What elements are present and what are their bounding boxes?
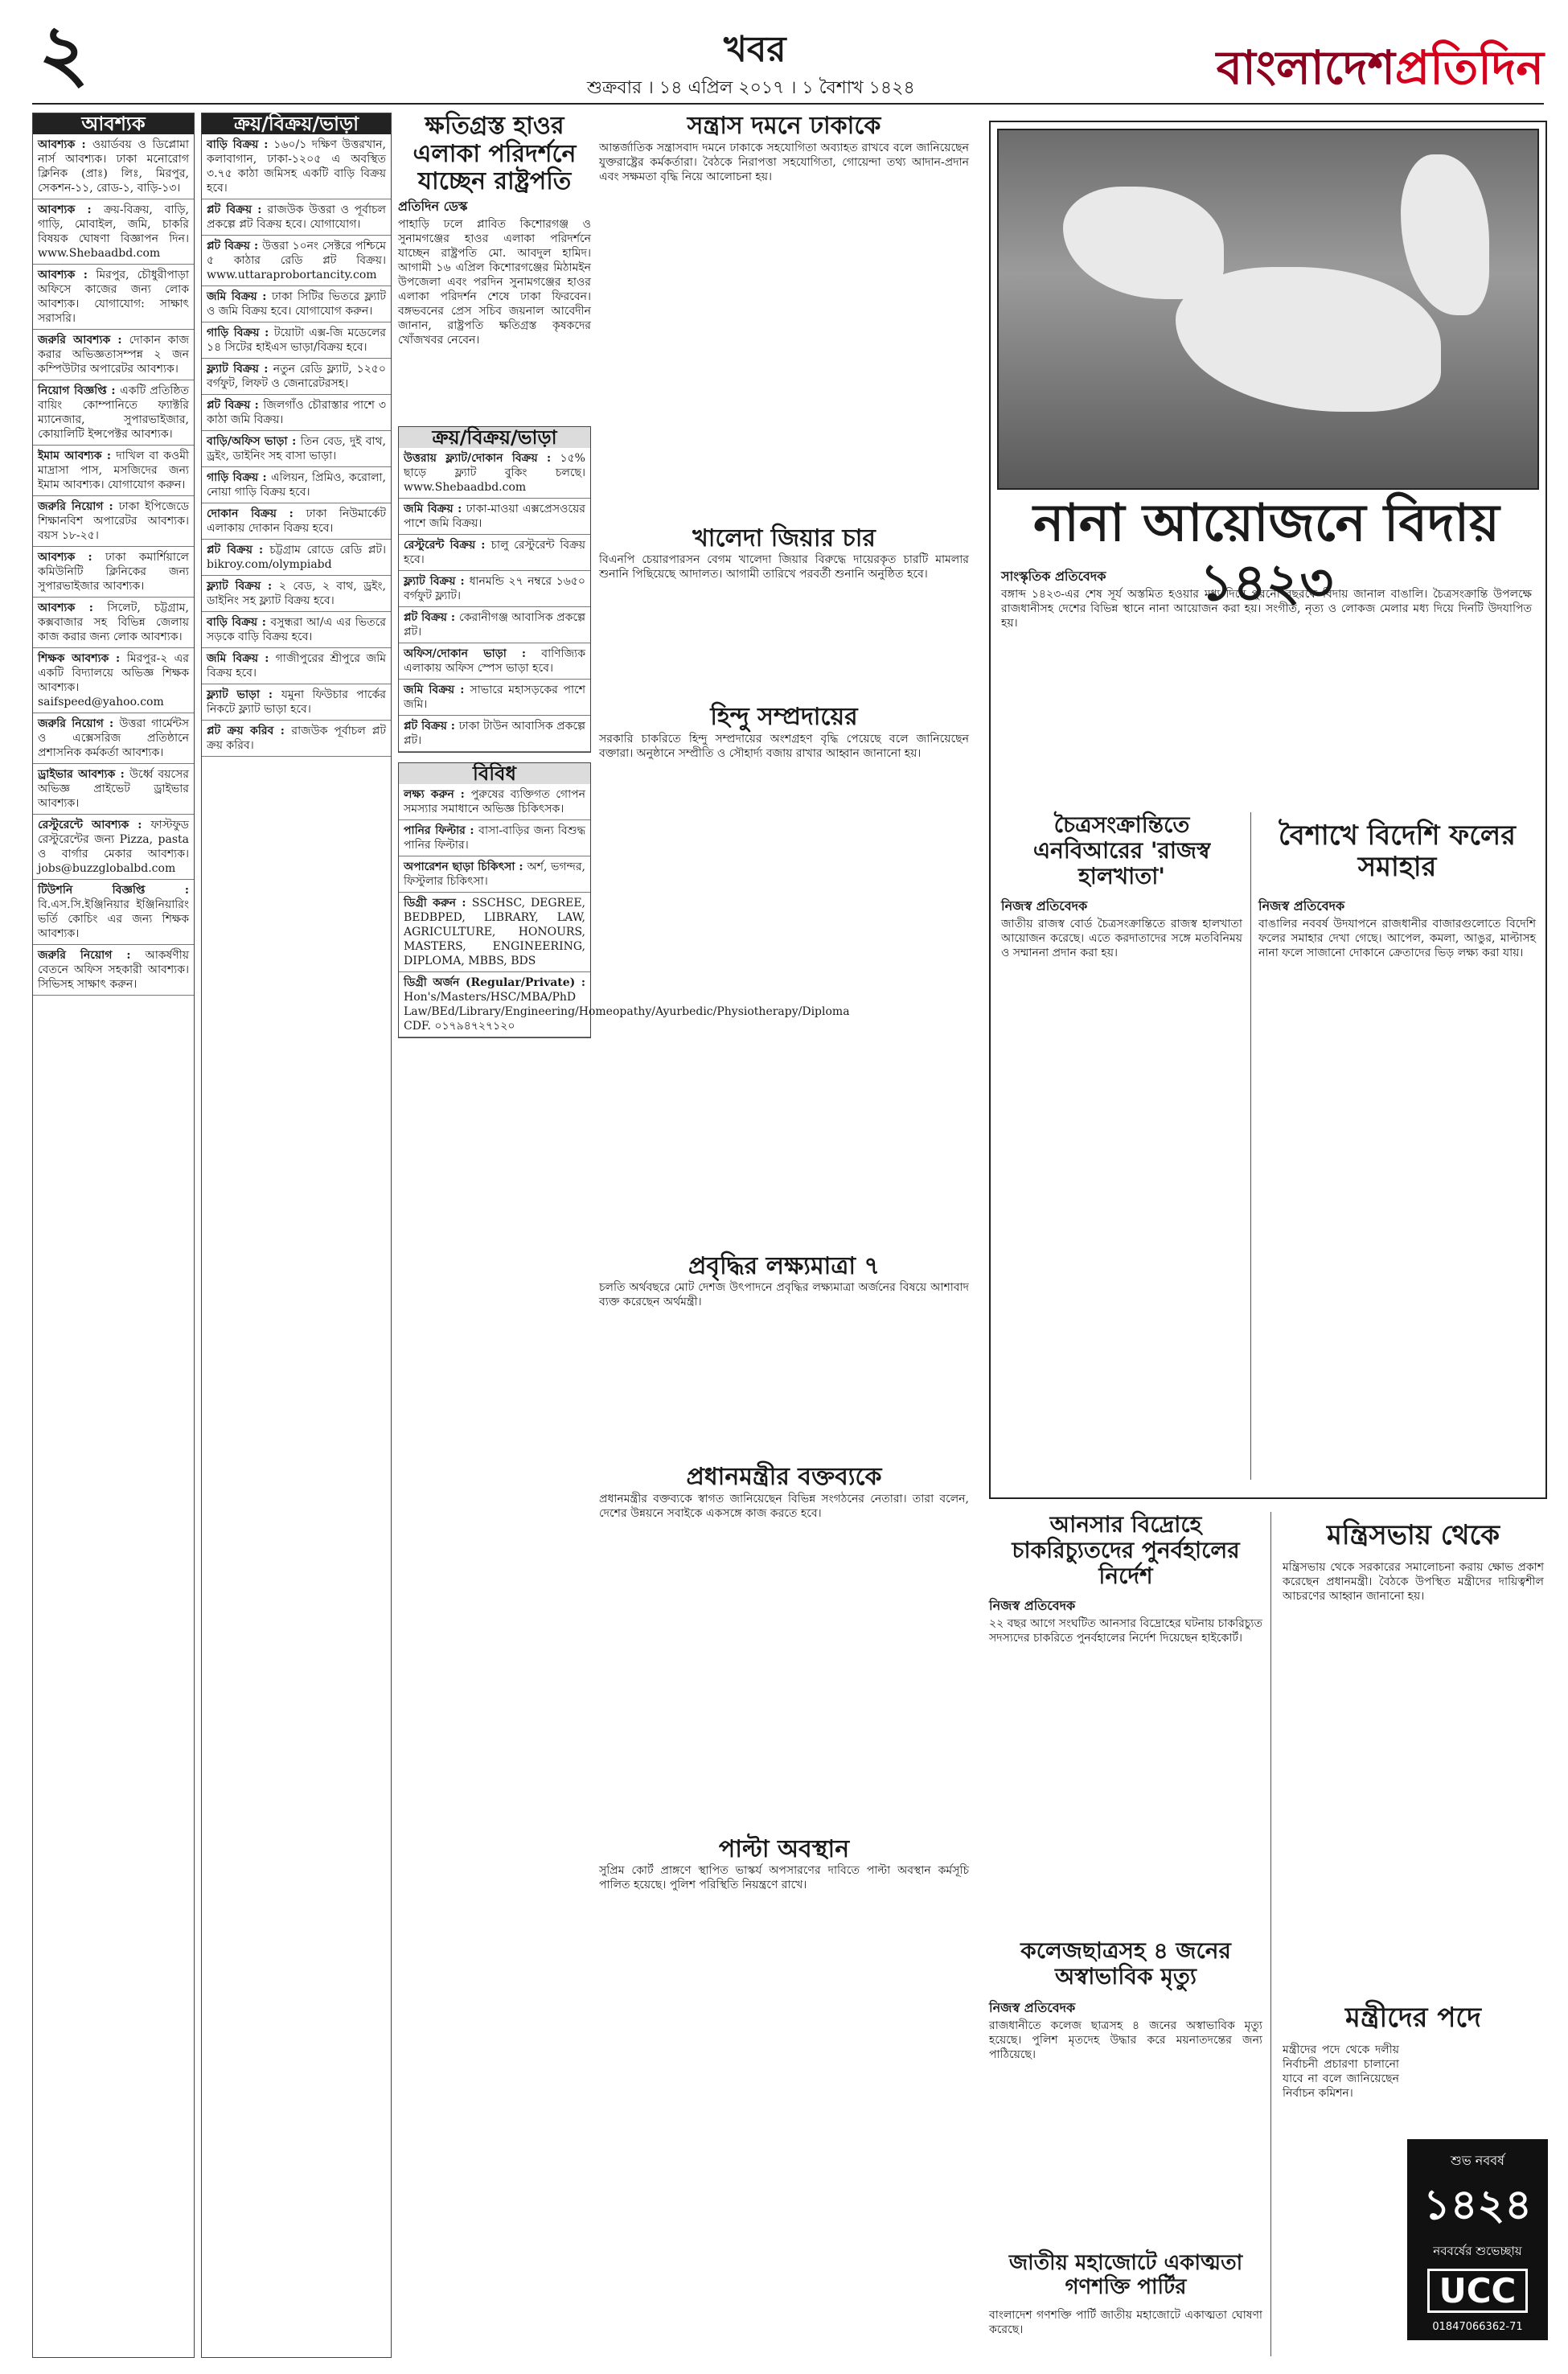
classified-ad xyxy=(399,856,590,893)
ad-text: ওয়ার্ডবয় ও ডিপ্লোমা নার্স আবশ্যক। ঢাকা মনোরোগ ক্লিনিক (প্রাঃ) লিঃ, মিরপুর, সেকশন-১১, রোড-১, বাড়ি-১৩। xyxy=(38,138,189,195)
classified-ad xyxy=(399,607,590,643)
classified-ad xyxy=(399,571,590,607)
divider xyxy=(1270,1512,1271,2356)
ad-text: ১৫% ছাড়ে ফ্ল্যাট বুকিং চলছে। www.Shebaadbd.com xyxy=(404,451,585,494)
misc-box xyxy=(398,762,850,1038)
classified-ad xyxy=(33,446,194,496)
ad-text: রাজউক উত্তরা ও পূর্বাচল প্রকল্পে প্লট বিক্রয় হবে। যোগাযোগ। xyxy=(207,203,386,231)
ad-text: বি.এস.সি.ইঞ্জিনিয়ার ইঞ্জিনিয়ারিং ভর্তি কোচিং এর জন্য শিক্ষক আবশ্যক। xyxy=(38,898,189,940)
header-rule xyxy=(32,103,1544,105)
ad-text: চট্টগ্রাম রোডে রেডি প্লট। bikroy.com/olympiabd xyxy=(207,544,386,571)
ad-text: দোকান কাজ করার অভিজ্ঞতাসম্পন্ন ২ জন কম্পিউটার অপারেটর আবশ্যক। xyxy=(38,334,189,376)
ad-text: ঢাকা টাউন আবাসিক প্রকল্পে প্লট। xyxy=(404,719,585,747)
article-byline: নিজস্ব প্রতিবেদক xyxy=(989,1598,1076,1613)
classified-ad xyxy=(33,815,194,880)
feature-headline: নানা আয়োজনে বিদায় ১৪২৩ xyxy=(1033,494,1500,613)
classified-ad xyxy=(399,643,590,680)
ad-lead: শিক্ষক আবশ্যক : xyxy=(38,652,127,665)
classified-ad xyxy=(33,945,194,996)
classified-ad xyxy=(202,236,391,286)
ad-lead: প্লট বিক্রয় : xyxy=(207,203,268,216)
ad-lead: প্লট বিক্রয় : xyxy=(207,240,263,253)
classified-list xyxy=(202,134,391,757)
article-body: সরকারি চাকরিতে হিন্দু সম্প্রদায়ের অংশগ্রহণ বৃদ্ধি পেয়েছে বলে জানিয়েছেন বক্তারা। অনুষ্ঠানে সম্প্রীতি ও সৌহার্দ্য বজায় রাখার আহ্বান জানানো হয়। xyxy=(599,732,969,760)
classified-ad xyxy=(202,286,391,322)
ad-lead: ফ্ল্যাট বিক্রয় : xyxy=(207,363,273,376)
ad-phone: 01847066362-71 xyxy=(1432,2321,1523,2333)
statue-shape xyxy=(1401,154,1489,315)
classified-ad xyxy=(399,535,590,571)
classified-ad xyxy=(202,648,391,684)
article-body: পাহাড়ি ঢলে প্লাবিত কিশোরগঞ্জ ও সুনামগঞ্জের হাওর এলাকা পরিদর্শনে যাচ্ছেন রাষ্ট্রপতি মো. আবদুল হামিদ। আগামী ১৬ এপ্রিল কিশোরগঞ্জের মিঠামইন উপজেলা এবং পরদিন সুনামগঞ্জের হাওর এলাকা পরিদর্শন শেষে ঢাকা ফিরবেন। বঙ্গভবনের প্রেস সচিব জয়নাল আবেদীন জানান, রাষ্ট্রপতি ক্ষতিগ্রস্ত কৃষকদের খোঁজখবর নেবেন। xyxy=(398,217,591,347)
article-byline: নিজস্ব প্রতিবেদক xyxy=(1258,898,1345,914)
ad-text: বসুন্ধরা আ/এ এর ভিতরে সড়কে বাড়ি বিক্রয় হবে। xyxy=(207,616,386,643)
ad-text: সিলেট, চট্টগ্রাম, কক্সবাজার সহ বিভিন্ন জেলায় কাজ করার জন্য লোক আবশ্যক। xyxy=(38,602,189,643)
ad-lead: আবশ্যক : xyxy=(38,551,105,564)
buy-sell-box xyxy=(398,426,591,753)
sub-body: জাতীয় রাজস্ব বোর্ড চৈত্রসংক্রান্তিতে রাজস্ব হালখাতা আয়োজন করেছে। এতে করদাতাদের সঙ্গে মতবিনিময় ও সম্মাননা প্রদান করা হয়। xyxy=(1001,918,1242,959)
classified-ad xyxy=(202,612,391,648)
ad-lead: বাড়ি বিক্রয় : xyxy=(207,138,274,151)
classified-ad xyxy=(399,893,590,972)
ad-text: Hon's/Masters/HSC/MBA/PhD Law/BEd/Library/Engineering/Homeopathy/Ayurbedic/Physiotherapy/Diploma CDF. ০১৭৯৪৭২৭১২০ xyxy=(404,990,850,1033)
classified-ad xyxy=(399,972,850,1037)
ad-text: কেরানীগঞ্জ আবাসিক প্রকল্পে প্লট। xyxy=(404,610,585,639)
ad-text: ঢাকা-মাওয়া এক্সপ্রেসওয়ের পাশে জমি বিক্রয়। xyxy=(404,502,585,530)
ad-lead: জমি বিক্রয় : xyxy=(207,290,273,303)
masthead-part-a: বাংলাদেশ xyxy=(1216,40,1395,95)
classified-ad xyxy=(33,496,194,547)
classified-ad xyxy=(202,322,391,359)
ad-lead: প্লট বিক্রয় : xyxy=(404,719,459,733)
article-headline: সন্ত্রাস দমনে ঢাকাকে xyxy=(687,112,881,140)
classified-ad xyxy=(399,784,590,820)
ad-lead: নিয়োগ বিজ্ঞপ্তি : xyxy=(38,384,121,397)
sub-byline: নিজস্ব প্রতিবেদক xyxy=(1001,898,1088,914)
ad-lead: আবশ্যক : xyxy=(38,269,96,281)
classified-ad xyxy=(399,448,590,499)
ad-lead: লক্ষ্য করুন : xyxy=(404,787,471,801)
article-body: সুপ্রিম কোর্ট প্রাঙ্গণে স্থাপিত ভাস্কর্য অপসারণের দাবিতে পাল্টা অবস্থান কর্মসূচি পালিত হয়েছে। পুলিশ পরিস্থিতি নিয়ন্ত্রণে রাখে। xyxy=(599,1864,969,1891)
article-headline: আনসার বিদ্রোহে চাকরিচ্যুতদের পুনর্বহালের নির্দেশ xyxy=(1012,1511,1240,1590)
classified-ad xyxy=(33,547,194,598)
ad-text: উত্তরা গার্মেন্টস ও এক্সেসরিজ প্রতিষ্ঠানে প্রশাসনিক কর্মকর্তা আবশ্যক। xyxy=(38,717,190,759)
ad-text: রাজউক পূর্বাচল প্লট ক্রয় করিব। xyxy=(207,725,386,752)
ad-text: ঢাকা কমার্শিয়ালে কমিউনিটি ক্লিনিকের জন্য সুপারভাইজার আবশ্যক। xyxy=(38,551,189,593)
ad-text: তিন বেড, দুই বাথ, ড্রইং, ডাইনিং সহ বাসা ভাড়া। xyxy=(207,435,386,462)
section-title: খবর xyxy=(724,29,786,70)
classified-ad xyxy=(399,499,590,535)
article-headline: হিন্দু সম্প্রদায়ের xyxy=(710,703,858,731)
article-body: বাঙালির নববর্ষ উদযাপনে রাজধানীর বাজারগুলোতে বিদেশি ফলের সমাহার দেখা গেছে। আপেল, কমলা, আঙুর, মাল্টাসহ নানা ফলে সাজানো দোকানে ক্রেতাদের ভিড় লক্ষ্য করা যায়। xyxy=(1258,918,1536,959)
classified-ad xyxy=(33,648,194,713)
buy-sell-head: ক্রয়/বিক্রয়/ভাড়া xyxy=(399,427,590,448)
ad-text: গাজীপুরের শ্রীপুরে জমি বিক্রয় হবে। xyxy=(207,652,386,680)
ad-lead: জমি বিক্রয় : xyxy=(207,652,276,665)
article-byline: প্রতিদিন ডেস্ক xyxy=(398,198,468,214)
classified-ad xyxy=(33,764,194,815)
feature-byline: সাংস্কৃতিক প্রতিবেদক xyxy=(1001,569,1106,584)
classified-ad xyxy=(202,684,391,721)
ad-text: SSCHSC, DEGREE, BEDBPED, LIBRARY, LAW, AGRICULTURE, HONOURS, MASTERS, ENGINEERING, DIPLOMA, MBBS, BDS xyxy=(404,896,585,967)
classified-ad xyxy=(33,330,194,380)
article-headline: প্রবৃদ্ধির লক্ষ্যমাত্রা ৭ xyxy=(688,1251,880,1280)
ad-text: ২ বেড, ২ বাথ, ড্রইং, ডাইনিং সহ ফ্ল্যাট বিক্রয় হবে। xyxy=(207,580,386,607)
classified-ad xyxy=(202,721,391,757)
ad-text: উত্তরা ১০নং সেক্টরে পশ্চিমে ৫ কাঠার রেডি প্লট বিক্রয়। www.uttaraprobortancity.com xyxy=(207,240,386,281)
statue-shape xyxy=(1063,187,1224,299)
ad-lead: অপারেশন ছাড়া চিকিৎসা : xyxy=(404,860,527,873)
classified-ad xyxy=(202,199,391,236)
ad-lead: জরুরি নিয়োগ : xyxy=(38,500,119,513)
ad-lead: প্লট ক্রয় করিব : xyxy=(207,725,292,737)
classified-ad xyxy=(202,395,391,431)
article-headline: প্রধানমন্ত্রীর বক্তব্যকে xyxy=(686,1463,882,1491)
classified-ad xyxy=(399,820,590,856)
article-body: প্রধানমন্ত্রীর বক্তব্যকে স্বাগত জানিয়েছেন বিভিন্ন সংগঠনের নেতারা। তারা বলেন, দেশের উন্নয়নে সবাইকে একসঙ্গে কাজ করতে হবে। xyxy=(599,1492,969,1520)
ad-lead: প্লট বিক্রয় : xyxy=(404,610,460,624)
ad-lead: জরুরি নিয়োগ : xyxy=(38,949,146,962)
ad-caption: নববর্ষের শুভেচ্ছায় xyxy=(1433,2244,1522,2258)
article-body: রাজধানীতে কলেজ ছাত্রসহ ৪ জনের অস্বাভাবিক মৃত্যু হয়েছে। পুলিশ মৃতদেহ উদ্ধার করে ময়নাতদন্তের জন্য পাঠিয়েছে। xyxy=(989,2019,1262,2061)
ad-text: টয়োটা এক্স-জি মডেলের ১৪ সিটের হাইএস ভাড়া/বিক্রয় হবে। xyxy=(207,327,386,354)
ad-lead: ডিগ্রী করুন : xyxy=(404,896,472,910)
article-body: মন্ত্রিসভায় থেকে সরকারের সমালোচনা করায় ক্ষোভ প্রকাশ করেছেন প্রধানমন্ত্রী। বৈঠকে উপস্থিত মন্ত্রীদের দায়িত্বশীল আচরণের আহ্বান জানানো হয়। xyxy=(1283,1561,1544,1603)
classified-list xyxy=(33,134,194,996)
article-headline: মন্ত্রিসভায় থেকে xyxy=(1327,1519,1500,1551)
ad-text: সাভারে মহাসড়কের পাশে জমি। xyxy=(404,683,585,711)
ad-greeting: শুভ নববর্ষ xyxy=(1451,2153,1504,2168)
ad-text: অর্শ, ভগন্দর, ফিস্টুলার চিকিৎসা। xyxy=(404,860,585,888)
classified-ad xyxy=(33,134,194,199)
ad-text: চালু রেস্টুরেন্ট বিক্রয় হবে। xyxy=(404,538,585,566)
ad-lead: আবশ্যক : xyxy=(38,138,92,151)
ad-text: নতুন রেডি ফ্ল্যাট, ১২৫০ বর্গফুট, লিফট ও জেনারেটরসহ। xyxy=(207,363,386,390)
classified-ad xyxy=(33,380,194,446)
ad-text: ১৬০/১ দক্ষিণ উত্তরখান, কলাবাগান, ঢাকা-১২০৫ এ অবস্থিত ৩.৭৫ কাঠা জমিসহ একটি বাড়ি বিক্রয় হবে। xyxy=(207,138,386,195)
ad-lead: ইমাম আবশ্যক : xyxy=(38,450,117,462)
ad-lead: জমি বিক্রয় : xyxy=(404,683,470,696)
ad-lead: বাড়ি বিক্রয় : xyxy=(207,616,271,629)
classified-list xyxy=(399,448,590,752)
classified-ad xyxy=(202,359,391,395)
ad-lead: অফিস/দোকান ভাড়া : xyxy=(404,647,542,660)
ad-lead: আবশ্যক : xyxy=(38,203,104,216)
classified-ad xyxy=(202,467,391,503)
ad-lead: আবশ্যক : xyxy=(38,602,108,614)
classified-ad xyxy=(399,680,590,716)
article-headline: ক্ষতিগ্রস্ত হাওর এলাকা পরিদর্শনে যাচ্ছেন রাষ্ট্রপতি xyxy=(413,112,577,195)
article-body: আন্তর্জাতিক সন্ত্রাসবাদ দমনে ঢাকাকে সহযোগিতা অব্যাহত রাখবে বলে জানিয়েছেন যুক্তরাষ্ট্রের কর্মকর্তারা। বৈঠকে নিরাপত্তা সহযোগিতা, গোয়েন্দা তথ্য আদান-প্রদান এবং সক্ষমতা বৃদ্ধি নিয়ে আলোচনা হয়। xyxy=(599,141,969,183)
ad-lead: প্লট বিক্রয় : xyxy=(207,399,264,412)
article-byline: নিজস্ব প্রতিবেদক xyxy=(989,2000,1076,2015)
article-headline: মন্ত্রীদের পদে xyxy=(1345,2002,1481,2034)
ad-text: একটি প্রতিষ্ঠিত বায়িং কোম্পানিতে ফ্যাক্টরি ম্যানেজার, সুপারভাইজার, কোয়ালিটি ইন্সপেক্টর আবশ্যক। xyxy=(38,384,190,441)
page-number: ২ xyxy=(39,7,89,98)
column-4 xyxy=(599,113,969,2356)
ad-lead: জমি বিক্রয় : xyxy=(404,502,466,515)
ad-year: ১৪২৪ xyxy=(1422,2181,1533,2229)
statue-shape xyxy=(1176,267,1441,412)
ad-lead: গাড়ি বিক্রয় : xyxy=(207,471,272,484)
article-body: চলতি অর্থবছরে মোট দেশজ উৎপাদনে প্রবৃদ্ধির লক্ষ্যমাত্রা অর্জনের বিষয়ে আশাবাদ ব্যক্ত করেছেন অর্থমন্ত্রী। xyxy=(599,1281,969,1308)
misc-head: বিবিধ xyxy=(399,763,590,784)
article-body: বিএনপি চেয়ারপারসন বেগম খালেদা জিয়ার বিরুদ্ধে দায়েরকৃত চারটি মামলার শুনানি পিছিয়েছে আদালত। আগামী তারিখে পরবর্তী শুনানি অনুষ্ঠিত হবে। xyxy=(599,553,969,581)
ad-text: ক্রয়-বিক্রয়, বাড়ি, গাড়ি, মোবাইল, জমি, চাকরি বিষয়ক ঘোষণা বিজ্ঞাপন দিন। www.Shebaadbd.com xyxy=(38,203,189,260)
feature-body: বঙ্গাব্দ ১৪২৩-এর শেষ সূর্য অস্তমিত হওয়ার মধ্য দিয়ে পুরনো বছরকে বিদায় জানাল বাঙালি। চৈত্রসংক্রান্তি উপলক্ষে রাজধানীসহ দেশের বিভিন্ন স্থানে নানা আয়োজন করা হয়। সংগীত, নৃত্য ও লোকজ মেলার মধ্য দিয়ে দিনটি উদযাপিত হয়। xyxy=(1001,588,1532,630)
ad-lead: ফ্ল্যাট ভাড়া : xyxy=(207,688,281,701)
masthead-part-b: প্রতিদিন xyxy=(1394,40,1544,95)
ucc-advertisement xyxy=(1407,2139,1548,2340)
ad-lead: ড্রাইভার আবশ্যক : xyxy=(38,768,130,781)
ad-text: আকর্ষণীয় বেতনে অফিস সহকারী আবশ্যক। সিভিসহ সাক্ষাৎ করুন। xyxy=(38,949,189,991)
ad-text: দাখিল বা কওমী মাদ্রাসা পাস, মসজিদের জন্য ইমাম আবশ্যক। যোগাযোগ করুন। xyxy=(38,450,189,491)
feature-photo xyxy=(997,129,1539,490)
ad-text: উর্ধ্বে বয়সের অভিজ্ঞ প্রাইভেট ড্রাইভার আবশ্যক। xyxy=(38,768,190,810)
classified-ad xyxy=(33,713,194,764)
ad-logo: UCC xyxy=(1427,2269,1528,2313)
ad-lead: টিউশনি বিজ্ঞপ্তি : xyxy=(38,884,189,897)
ad-lead: পানির ফিল্টার : xyxy=(404,824,479,837)
ad-text: ধানমন্ডি ২৭ নম্বরে ১৬৫০ বর্গফুট ফ্ল্যাট। xyxy=(404,574,585,602)
article-body: বাংলাদেশ গণশক্তি পার্টি জাতীয় মহাজোটে একাত্মতা ঘোষণা করেছে। xyxy=(989,2309,1262,2336)
ad-text: মিরপুর-২ এর একটি বিদ্যালয়ে অভিজ্ঞ শিক্ষক আবশ্যক। saifspeed@yahoo.com xyxy=(38,652,189,709)
ad-lead: ফ্ল্যাট বিক্রয় : xyxy=(207,580,279,593)
article-headline: বৈশাখে বিদেশি ফলের সমাহার xyxy=(1279,819,1516,884)
ad-lead: জরুরি নিয়োগ : xyxy=(38,717,120,730)
article-headline: জাতীয় মহাজোটে একাত্মতা গণশক্তি পার্টির xyxy=(1008,2251,1243,2299)
divider xyxy=(1250,812,1251,1480)
ad-lead: জরুরি আবশ্যক : xyxy=(38,334,129,347)
ad-lead: দোকান বিক্রয় : xyxy=(207,507,306,520)
classified-ad xyxy=(202,503,391,540)
article-headline: পাল্টা অবস্থান xyxy=(718,1834,850,1863)
classified-ad xyxy=(33,199,194,265)
ad-text: ঢাকা নিউমার্কেট এলাকায় দোকান বিক্রয় হবে। xyxy=(207,507,386,535)
article-body: মন্ত্রীদের পদে থেকে দলীয় নির্বাচনী প্রচারণা চালানো যাবে না বলে জানিয়েছেন নির্বাচন কমিশন। xyxy=(1283,2043,1399,2100)
classified-ad xyxy=(33,880,194,945)
ad-text: বাসা-বাড়ির জন্য বিশুদ্ধ পানির ফিল্টার। xyxy=(404,824,585,852)
ad-text: এলিয়ন, প্রিমিও, করোলা, নোয়া গাড়ি বিক্রয় হবে। xyxy=(207,471,386,499)
classified-ad xyxy=(33,265,194,330)
dateline: শুক্রবার । ১৪ এপ্রিল ২০১৭ । ১ বৈশাখ ১৪২৪ xyxy=(587,78,915,98)
ad-lead: প্লট বিক্রয় : xyxy=(207,544,270,557)
classified-list xyxy=(399,784,850,1037)
ad-lead: উত্তরায় ফ্ল্যাট/দোকান বিক্রয় : xyxy=(404,451,560,465)
classified-ad xyxy=(399,716,590,752)
classifieds-column-1 xyxy=(32,113,195,2358)
ad-text: যমুনা ফিউচার পার্কের নিকটে ফ্ল্যাট ভাড়া হবে। xyxy=(207,688,386,716)
ad-text: বাণিজ্যিক এলাকায় অফিস স্পেস ভাড়া হবে। xyxy=(404,647,585,675)
ad-lead: বাড়ি/অফিস ভাড়া : xyxy=(207,435,301,448)
ad-text: পুরুষের ব্যক্তিগত গোপন সমস্যার সমাধানে অভিজ্ঞ চিকিৎসক। xyxy=(404,787,586,815)
ad-lead: রেস্টুরেন্ট বিক্রয় : xyxy=(404,538,491,552)
classified-ad xyxy=(202,540,391,576)
ad-text: জিলগাঁও চৌরাস্তার পাশে ৩ কাঠা জমি বিক্রয়। xyxy=(207,399,386,426)
classified-ad xyxy=(202,134,391,199)
ad-lead: ফ্ল্যাট বিক্রয় : xyxy=(404,574,470,588)
ad-text: ঢাকা সিটির ভিতরে ফ্ল্যাট ও জমি বিক্রয় হবে। যোগাযোগ করুন। xyxy=(207,290,386,318)
article-headline: কলেজছাত্রসহ ৪ জনের অস্বাভাবিক মৃত্যু xyxy=(1020,1937,1231,1990)
classified-ad xyxy=(33,598,194,648)
classified-ad xyxy=(202,431,391,467)
classifieds-head: আবশ্যক xyxy=(33,113,194,134)
ad-text: মিরপুর, চৌধুরীপাড়া অফিসে কাজের জন্য লোক আবশ্যক। যোগাযোগ: সাক্ষাৎ সরাসরি। xyxy=(38,269,189,325)
sub-headline: চৈত্রসংক্রান্তিতে এনবিআরের 'রাজস্ব হালখাতা' xyxy=(1032,811,1211,890)
classifieds-column-2 xyxy=(201,113,392,2358)
masthead xyxy=(1217,32,1544,110)
classified-ad xyxy=(202,576,391,612)
buy-sell-head: ক্রয়/বিক্রয়/ভাড়া xyxy=(202,113,391,134)
article-body: ২২ বছর আগে সংঘটিত আনসার বিদ্রোহের ঘটনায় চাকরিচ্যুত সদস্যদের চাকরিতে পুনর্বহালের নির্দেশ দিয়েছেন হাইকোর্ট। xyxy=(989,1617,1262,1645)
ad-lead: গাড়ি বিক্রয় : xyxy=(207,327,274,339)
article-headline: খালেদা জিয়ার চার xyxy=(692,524,876,552)
ad-text: ফাস্টফুড রেস্টুরেন্টের জন্য Pizza, pasta ও বার্গার মেকার আবশ্যক। jobs@buzzglobalbd.com xyxy=(38,819,189,875)
ad-lead: রেস্টুরেন্টে আবশ্যক : xyxy=(38,819,151,832)
ad-lead: ডিগ্রী অর্জন (Regular/Private) : xyxy=(404,975,585,989)
ad-text: ঢাকা ইপিজেডে শিক্ষানবিশ অপারেটর আবশ্যক। বয়স ১৮-২৫। xyxy=(38,500,190,542)
